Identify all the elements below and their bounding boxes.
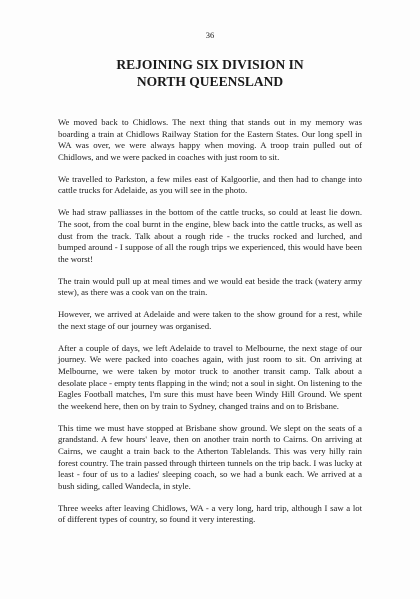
chapter-title-line-2: NORTH QUEENSLAND [136, 74, 284, 89]
paragraph: We had straw palliasses in the bottom of the cattle trucks, so could at least lie down. The soot, from the coal burnt in the engine, blew back into the cattle trucks, as well as dust from the track. Talk about a rough ride - the trucks rocked and lurched, and bumped around - I suppose of all the rough trips we experienced, this would have been the worst! [58, 207, 362, 264]
page-number: 36 [205, 30, 215, 40]
paragraph: This time we must have stopped at Brisbane show ground. We slept on the seats of a grandstand. A few hours' leave, then on another train north to Cairns. On arriving at Cairns, we caught a train back to the Atherton Tablelands. This was very hilly rain forest country. The train passed through thirteen tunnels on the trip back. I was lucky at least - four of us to a ladies' sleeping coach, so we had a bunk each. We arrived at a bush siding, called Wandecla, in style. [58, 422, 362, 491]
paragraph: Three weeks after leaving Chidlows, WA - a very long, hard trip, although I saw a lot of different types of country, so found it very interesting. [58, 502, 362, 525]
paragraph: The train would pull up at meal times and we would eat beside the track (watery army stew), as there was a cook van on the train. [58, 275, 362, 298]
paragraph: After a couple of days, we left Adelaide to travel to Melbourne, the next stage of our journey. We were packed into coaches again, with just room to sit. On arriving at Melbourne, we were taken by motor truck to another transit camp. Talk about a desolate place - empty tents flapping in the wind; not a soul in sight. On listening to the Eagles Football matches, I'm sure this must have been Windy Hill Ground. We spent the weekend here, then on by train to Sydney, changed trains and on to Brisbane. [58, 342, 363, 411]
paragraph: However, we arrived at Adelaide and were taken to the show ground for a rest, while the next stage of our journey was organised. [58, 309, 362, 331]
paragraph: We moved back to Chidlows. The next thing that stands out in my memory was boarding a train at Chidlows Railway Station for the Eastern States. Our long spell in WA was over, we were always happy when moving. A troop train pulled out of Chidlows, and we were packed in coaches with just room to sit. [58, 117, 362, 162]
paragraph: We travelled to Parkston, a few miles east of Kalgoorlie, and then had to change into cattle trucks for Adelaide, as you will see in the photo. [58, 173, 362, 196]
body-text [58, 117, 362, 536]
chapter-title-line-1: REJOINING SIX DIVISION IN [116, 57, 304, 72]
chapter-title [0, 56, 420, 90]
